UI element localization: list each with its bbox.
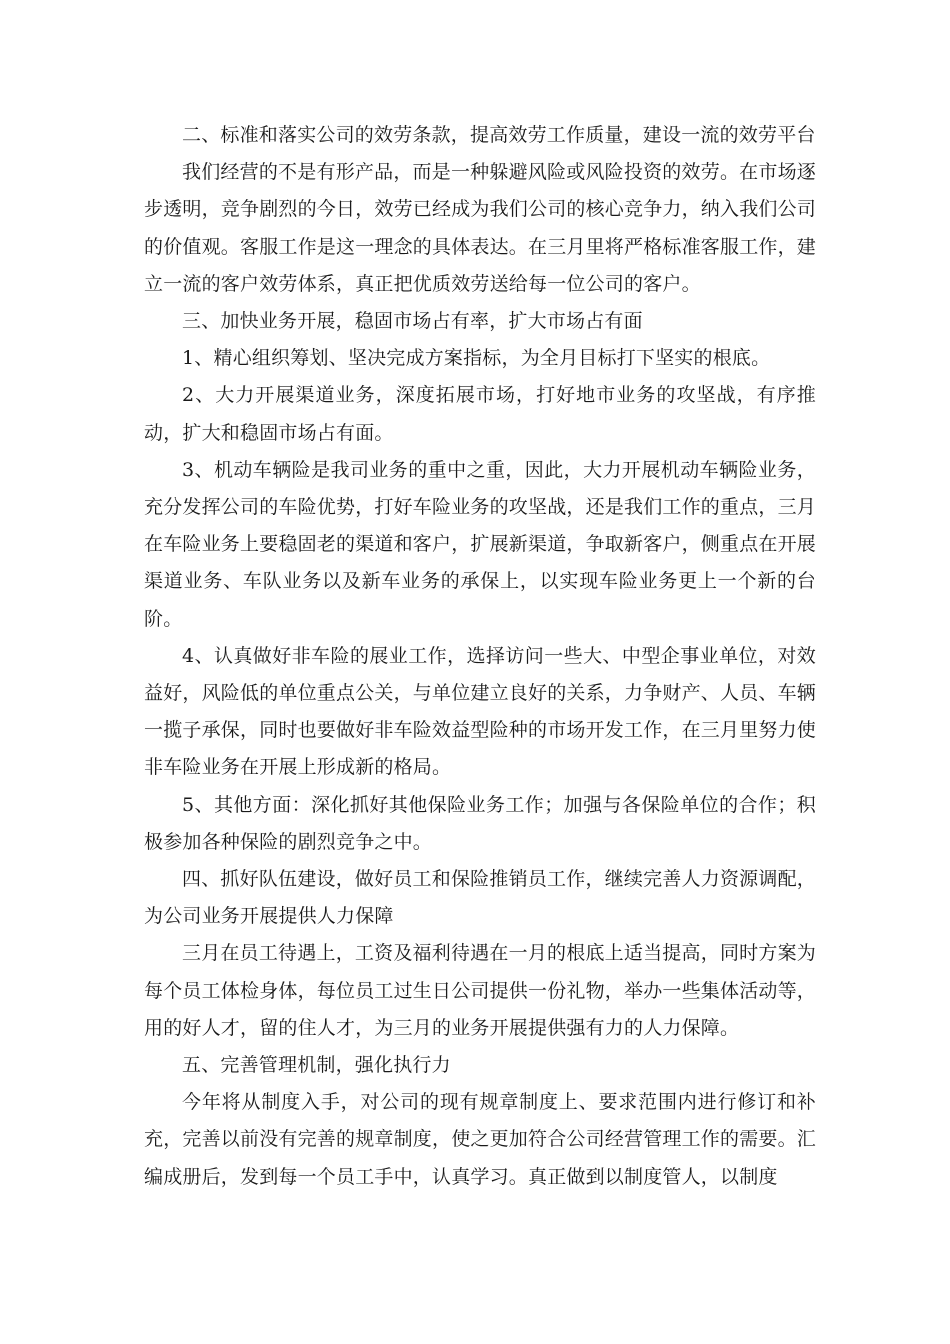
paragraph-staff-benefits: 三月在员工待遇上，工资及福利待遇在一月的根底上适当提高，同时方案为每个员工体检身体，每位员工过生日公司提供一份礼物，举办一些集体活动等，用的好人才，留的住人才，为三月的业务开展提供强有力的人力保障。 <box>144 942 817 1039</box>
paragraph-service-value: 我们经营的不是有形产品，而是一种躲避风险或风险投资的效劳。在市场逐步透明，竞争剧烈的今日，效劳已经成为我们公司的核心竞争力，纳入我们公司的价值观。客服工作是这一理念的具体表达。在三月里将严格标准客服工作，建立一流的客户效劳体系，真正把优质效劳送给每一位公司的客户。 <box>144 161 817 295</box>
list-item-3: 3、机动车辆险是我司业务的重中之重，因此，大力开展机动车辆险业务，充分发挥公司的车险优势，打好车险业务的攻坚战，还是我们工作的重点，三月在车险业务上要稳固老的渠道和客户，扩展新渠道，争取新客户，侧重点在开展渠道业务、车队业务以及新车业务的承保上，以实现车险业务更上一个新的台阶。 <box>144 458 817 630</box>
document-body <box>144 117 816 1196</box>
heading-section-2: 二、标准和落实公司的效劳条款，提高效劳工作质量，建设一流的效劳平台 <box>182 124 816 146</box>
heading-section-4: 四、抓好队伍建设，做好员工和保险推销员工作，继续完善人力资源调配，为公司业务开展提供人力保障 <box>144 868 816 928</box>
heading-section-3: 三、加快业务开展，稳固市场占有率，扩大市场占有面 <box>182 310 643 333</box>
list-item-1: 1、精心组织筹划、坚决完成方案指标，为全月目标打下坚实的根底。 <box>182 347 771 370</box>
list-item-5: 5、其他方面：深化抓好其他保险业务工作；加强与各保险单位的合作；积极参加各种保险的剧烈竞争之中。 <box>144 793 816 853</box>
list-item-2: 2、大力开展渠道业务，深度拓展市场，打好地市业务的攻坚战，有序推动，扩大和稳固市场占有面。 <box>144 384 816 444</box>
heading-section-5: 五、完善管理机制，强化执行力 <box>182 1054 451 1077</box>
paragraph-management-rules: 今年将从制度入手，对公司的现有规章制度上、要求范围内进行修订和补充，完善以前没有完善的规章制度，使之更加符合公司经营管理工作的需要。汇编成册后，发到每一个员工手中，认真学习。真正做到以制度管人，以制度 <box>144 1091 817 1188</box>
list-item-4: 4、认真做好非车险的展业工作，选择访问一些大、中型企事业单位，对效益好，风险低的单位重点公关，与单位建立良好的关系，力争财产、人员、车辆一揽子承保，同时也要做好非车险效益型险种的市场开发工作，在三月里努力使非车险业务在开展上形成新的格局。 <box>144 644 817 779</box>
